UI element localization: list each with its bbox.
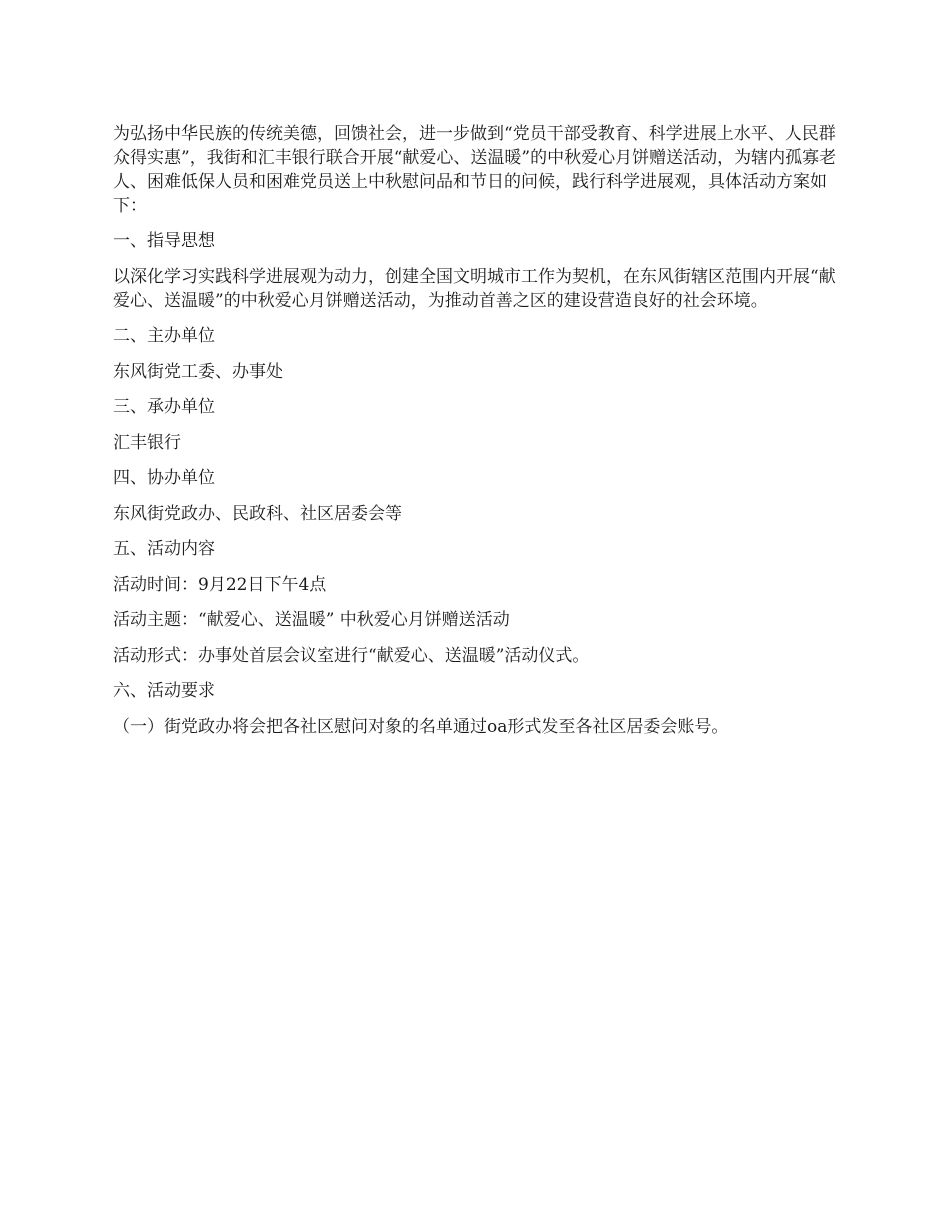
section-heading-activity-requirements: 六、活动要求 (113, 681, 215, 701)
activity-time-text: 活动时间：9月22日下午4点 (113, 574, 327, 595)
section-heading-guiding-thought: 一、指导思想 (113, 231, 215, 251)
section-heading-undertaker: 三、承办单位 (113, 397, 215, 417)
guiding-thought-paragraph: 以深化学习实践科学进展观为动力，创建全国文明城市工作为契机，在东风街辖区范围内开展“献爱心、送温暖”的中秋爱心月饼赠送活动，为推动首善之区的建设营造良好的社会环境。 (113, 266, 836, 311)
requirement-item-1: （一）街党政办将会把各社区慰问对象的名单通过oa形式发至各社区居委会账号。 (113, 716, 729, 737)
document-page (113, 122, 838, 750)
activity-theme-text: 活动主题：“献爱心、送温暖” 中秋爱心月饼赠送活动 (113, 610, 510, 630)
undertaker-text: 汇丰银行 (113, 432, 181, 453)
section-heading-organizer: 二、主办单位 (113, 326, 215, 346)
co-organizer-text: 东风街党政办、民政科、社区居委会等 (113, 503, 402, 524)
intro-paragraph: 为弘扬中华民族的传统美德，回馈社会，进一步做到“党员干部受教育、科学进展上水平、人民群众得实惠”，我街和汇丰银行联合开展“献爱心、送温暖”的中秋爱心月饼赠送活动，为辖内孤寡老人、困难低保人员和困难党员送上中秋慰问品和节日的问候，践行科学进展观，具体活动方案如下： (113, 124, 837, 216)
organizer-text: 东风街党工委、办事处 (113, 361, 283, 382)
section-heading-co-organizer: 四、协办单位 (113, 468, 215, 488)
section-heading-activity-content: 五、活动内容 (113, 539, 215, 559)
activity-form-text: 活动形式：办事处首层会议室进行“献爱心、送温暖”活动仪式。 (113, 645, 590, 666)
